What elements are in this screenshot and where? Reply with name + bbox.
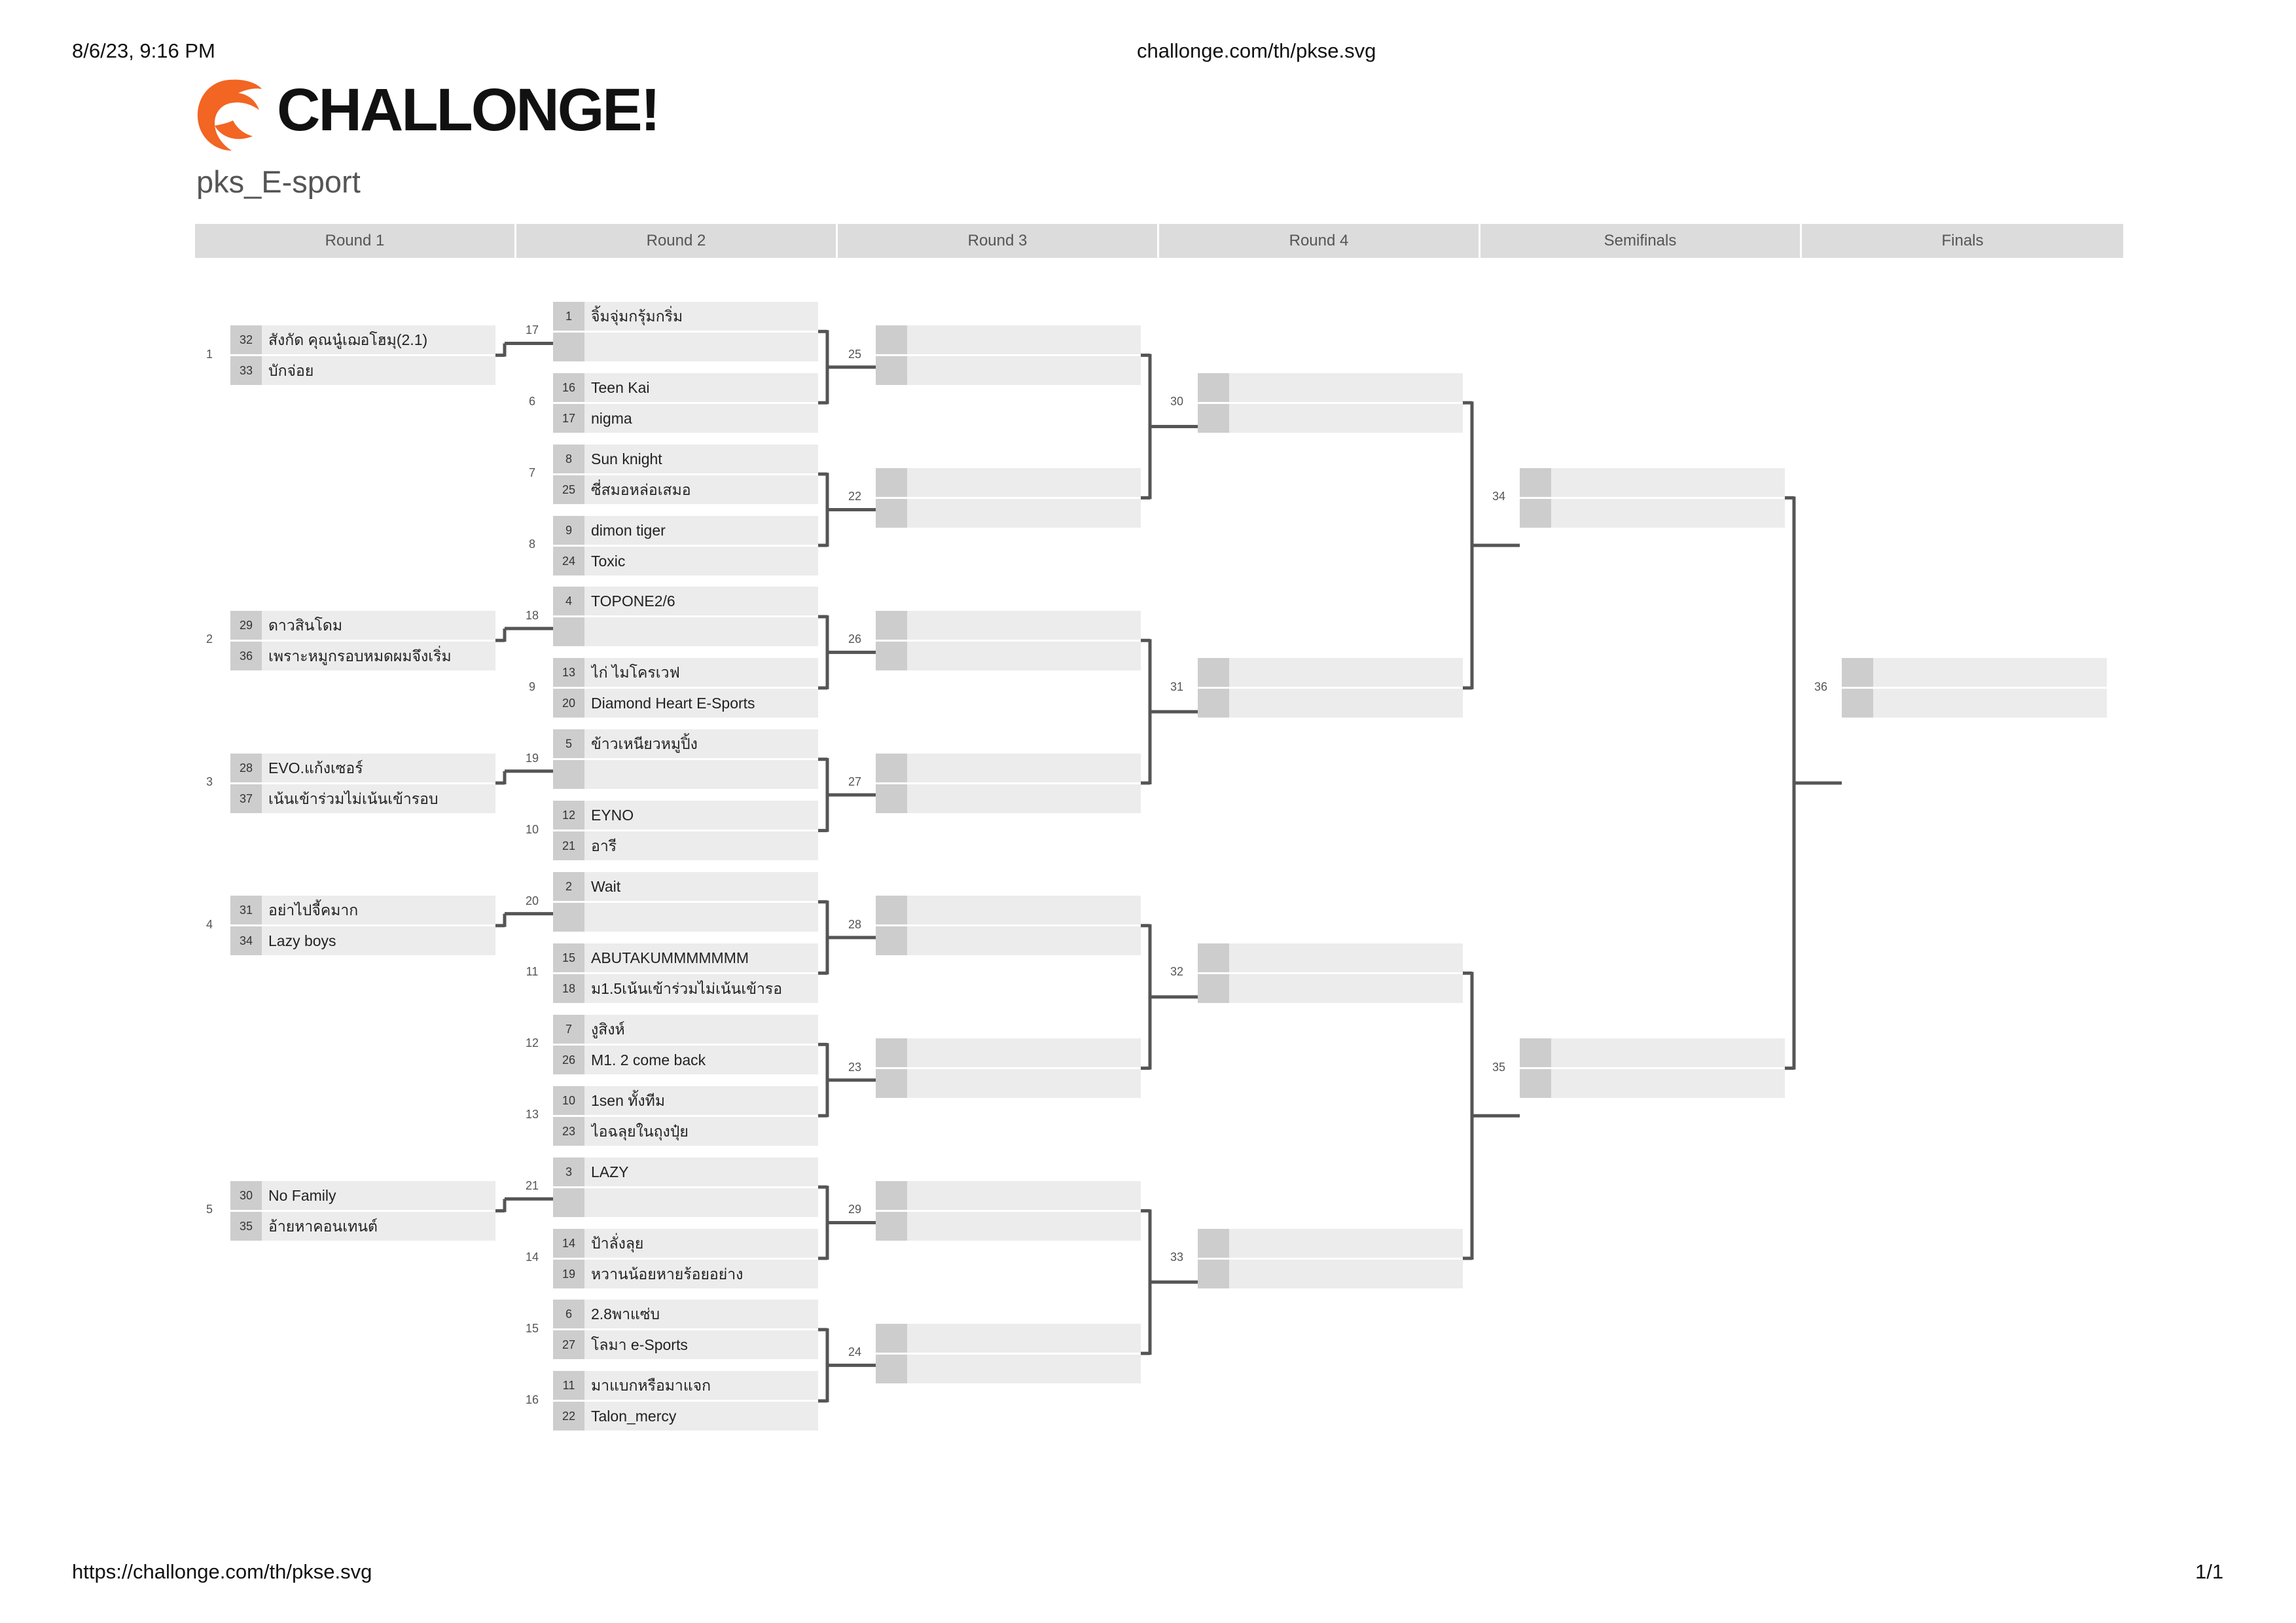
seed-number — [1198, 658, 1229, 687]
match-number: 24 — [848, 1345, 862, 1359]
seed-number — [1198, 404, 1229, 433]
match-number: 18 — [525, 608, 539, 622]
participant-name — [1236, 1260, 1458, 1288]
seed-number: 19 — [553, 1260, 584, 1288]
seed-number: 6 — [553, 1300, 584, 1328]
participant-name — [1236, 404, 1458, 433]
seed-number: 9 — [553, 516, 584, 545]
participant-name: ABUTAKUMMMMMMM — [591, 949, 749, 966]
participant-name: Wait — [591, 878, 621, 895]
participant-name: 1sen ทั้งทีม — [591, 1091, 665, 1109]
match-number: 10 — [525, 822, 539, 836]
match-number: 11 — [526, 965, 539, 979]
participant-slot[interactable] — [1520, 1069, 1785, 1098]
seed-number: 34 — [230, 926, 262, 955]
participant-slot[interactable] — [553, 1188, 818, 1217]
match-number: 28 — [848, 917, 862, 931]
seed-number: 2 — [553, 872, 584, 901]
participant-slot[interactable] — [230, 642, 495, 670]
seed-number — [1842, 689, 1873, 718]
seed-number: 11 — [553, 1371, 584, 1400]
participant-name — [1880, 658, 2102, 687]
participant-name — [914, 926, 1136, 955]
match-number: 4 — [206, 917, 213, 931]
participant-name — [1236, 943, 1458, 972]
participant-slot[interactable] — [230, 356, 495, 385]
match-number: 20 — [525, 894, 539, 907]
participant-slot[interactable] — [1198, 658, 1463, 687]
seed-number: 10 — [553, 1086, 584, 1115]
participant-name — [914, 642, 1136, 670]
participant-slot[interactable] — [230, 325, 495, 354]
seed-number — [1198, 943, 1229, 972]
seed-number: 16 — [553, 373, 584, 402]
match-number: 25 — [848, 347, 862, 361]
participant-slot[interactable] — [1198, 404, 1463, 433]
seed-number: 15 — [553, 943, 584, 972]
seed-number: 28 — [230, 754, 262, 782]
participant-name: เน้นเข้าร่วมไม่เน้นเข้ารอบ — [268, 790, 439, 807]
seed-number: 12 — [553, 801, 584, 830]
seed-number: 30 — [230, 1181, 262, 1210]
seed-number — [876, 896, 907, 924]
participant-slot[interactable] — [230, 754, 495, 782]
participant-slot[interactable] — [553, 729, 818, 758]
seed-number: 23 — [553, 1117, 584, 1146]
seed-number — [876, 784, 907, 813]
participant-name: อ้ายหาคอนเทนต์ — [268, 1217, 378, 1235]
match-number: 13 — [525, 1108, 539, 1122]
participant-slot[interactable] — [230, 784, 495, 813]
participant-name: dimon tiger — [591, 521, 666, 539]
seed-number: 32 — [230, 325, 262, 354]
participant-name — [591, 617, 814, 646]
seed-number — [553, 760, 584, 789]
match-number: 19 — [525, 751, 539, 765]
participant-slot[interactable] — [876, 1355, 1141, 1383]
participant-name — [1558, 1069, 1780, 1098]
participant-name: No Family — [268, 1186, 336, 1204]
participant-name — [1236, 689, 1458, 718]
participant-name — [1236, 1229, 1458, 1258]
match-number: 29 — [848, 1203, 862, 1216]
participant-slot[interactable] — [553, 903, 818, 932]
match-number: 17 — [525, 323, 539, 337]
participant-slot[interactable] — [553, 516, 818, 545]
round-header-finals: Finals — [1802, 224, 2123, 258]
participant-slot[interactable] — [230, 1212, 495, 1241]
participant-name: Diamond Heart E-Sports — [591, 695, 755, 712]
seed-number: 13 — [553, 658, 584, 687]
participant-name — [914, 784, 1136, 813]
participant-slot[interactable] — [553, 872, 818, 901]
seed-number — [553, 1188, 584, 1217]
participant-slot[interactable] — [1520, 468, 1785, 497]
seed-number — [876, 1324, 907, 1353]
seed-number — [1198, 974, 1229, 1003]
participant-name — [914, 468, 1136, 497]
participant-slot[interactable] — [1520, 1038, 1785, 1067]
seed-number — [876, 926, 907, 955]
match-number: 33 — [1170, 1250, 1184, 1264]
participant-name — [914, 356, 1136, 385]
match-number: 8 — [528, 538, 535, 551]
participant-slot[interactable] — [553, 974, 818, 1003]
participant-slot[interactable] — [876, 356, 1141, 385]
participant-name — [591, 1188, 814, 1217]
match-number: 3 — [206, 775, 213, 788]
participant-name: TOPONE2/6 — [591, 593, 675, 610]
seed-number: 35 — [230, 1212, 262, 1241]
participant-slot[interactable] — [1842, 689, 2107, 718]
participant-slot[interactable] — [876, 611, 1141, 640]
participant-name — [914, 1069, 1136, 1098]
participant-name: LAZY — [591, 1163, 629, 1180]
round-header-round-1: Round 1 — [195, 224, 516, 258]
challonge-logo-text[interactable]: CHALLONGE! — [277, 77, 659, 143]
match-number: 27 — [848, 775, 862, 788]
participant-slot[interactable] — [1198, 1229, 1463, 1258]
participant-slot[interactable] — [553, 1260, 818, 1288]
seed-number — [1198, 689, 1229, 718]
seed-number: 33 — [230, 356, 262, 385]
participant-name — [914, 611, 1136, 640]
participant-name — [1236, 373, 1458, 402]
participant-name — [591, 333, 814, 361]
seed-number: 21 — [553, 831, 584, 860]
participant-name: Talon_mercy — [591, 1408, 677, 1425]
participant-name: ซี่สมอหล่อเสมอ — [591, 481, 691, 498]
seed-number — [1520, 1038, 1551, 1067]
participant-slot[interactable] — [1198, 689, 1463, 718]
participant-name: Lazy boys — [268, 932, 336, 950]
participant-name — [914, 1181, 1136, 1210]
participant-slot[interactable] — [553, 943, 818, 972]
participant-slot[interactable] — [230, 896, 495, 924]
participant-name — [914, 1212, 1136, 1241]
match-number: 26 — [848, 632, 862, 646]
participant-name: ม1.5เน้นเข้าร่วมไม่เน้นเข้ารอ — [591, 979, 783, 997]
participant-slot[interactable] — [553, 658, 818, 687]
participant-slot[interactable] — [553, 1229, 818, 1258]
participant-name: จิ้มจุ่มกรุ้มกริ่ม — [591, 307, 683, 325]
participant-slot[interactable] — [876, 926, 1141, 955]
match-number: 12 — [525, 1036, 539, 1050]
participant-slot[interactable] — [876, 1212, 1141, 1241]
seed-number — [876, 1355, 907, 1383]
seed-number — [1842, 658, 1873, 687]
participant-name: 2.8พาแซ่บ — [591, 1305, 660, 1323]
seed-number — [1198, 1260, 1229, 1288]
seed-number — [876, 325, 907, 354]
participant-slot[interactable] — [1198, 974, 1463, 1003]
participant-name — [1236, 658, 1458, 687]
participant-slot[interactable] — [553, 801, 818, 830]
participant-name: มาแบกหรือมาแจก — [591, 1377, 711, 1395]
seed-number: 18 — [553, 974, 584, 1003]
participant-slot[interactable] — [1842, 658, 2107, 687]
match-number: 35 — [1492, 1060, 1506, 1074]
seed-number — [876, 1069, 907, 1098]
participant-name — [1558, 468, 1780, 497]
seed-number — [876, 1038, 907, 1067]
participant-name: ไอฉลุยในถุงปุ๋ย — [591, 1122, 689, 1140]
match-number: 34 — [1492, 490, 1506, 503]
seed-number — [553, 617, 584, 646]
participant-slot[interactable] — [876, 1038, 1141, 1067]
participant-slot[interactable] — [553, 689, 818, 718]
participant-name — [914, 499, 1136, 528]
participant-slot[interactable] — [230, 926, 495, 955]
match-number: 36 — [1814, 680, 1828, 693]
participant-name: สังกัด คุณนู๋เฌอโฮมุ(2.1) — [268, 331, 428, 349]
print-footer-url: https://challonge.com/th/pkse.svg — [72, 1560, 372, 1583]
participant-slot[interactable] — [553, 302, 818, 331]
match-number: 22 — [848, 490, 862, 503]
participant-slot[interactable] — [553, 547, 818, 575]
participant-slot[interactable] — [553, 475, 818, 504]
participant-name — [1236, 974, 1458, 1003]
print-page-count: 1/1 — [2195, 1560, 2224, 1583]
match-number: 2 — [206, 632, 213, 646]
seed-number — [876, 468, 907, 497]
seed-number — [1520, 468, 1551, 497]
participant-slot[interactable] — [553, 831, 818, 860]
match-number: 30 — [1170, 395, 1184, 409]
match-number: 21 — [525, 1179, 539, 1193]
participant-name — [914, 754, 1136, 782]
participant-name: เพราะหมูกรอบหมดผมจึงเริ่ม — [268, 647, 452, 665]
round-header-round-4: Round 4 — [1159, 224, 1480, 258]
participant-name: M1. 2 come back — [591, 1051, 706, 1068]
match-number: 1 — [206, 347, 213, 361]
participant-slot[interactable] — [553, 1046, 818, 1074]
participant-name: โลมา e-Sports — [591, 1336, 688, 1354]
participant-slot[interactable] — [876, 642, 1141, 670]
participant-slot[interactable] — [553, 333, 818, 361]
participant-slot[interactable] — [876, 499, 1141, 528]
participant-slot[interactable] — [553, 373, 818, 402]
seed-number — [553, 903, 584, 932]
seed-number — [876, 754, 907, 782]
seed-number — [876, 356, 907, 385]
seed-number — [876, 611, 907, 640]
seed-number — [876, 1212, 907, 1241]
seed-number: 26 — [553, 1046, 584, 1074]
participant-name — [914, 1355, 1136, 1383]
participant-name: หวานน้อยหายร้อยอย่าง — [591, 1265, 744, 1283]
participant-slot[interactable] — [876, 468, 1141, 497]
participant-name: อย่าไปจี้คมาก — [268, 902, 359, 919]
match-number: 15 — [525, 1321, 539, 1335]
seed-number: 22 — [553, 1402, 584, 1431]
seed-number: 4 — [553, 587, 584, 615]
participant-name: Teen Kai — [591, 378, 650, 396]
participant-name — [1558, 1038, 1780, 1067]
seed-number: 27 — [553, 1330, 584, 1359]
participant-name: EVO.แก้งเซอร์ — [268, 759, 363, 776]
participant-slot[interactable] — [553, 404, 818, 433]
participant-slot[interactable] — [876, 784, 1141, 813]
participant-slot[interactable] — [553, 587, 818, 615]
participant-slot[interactable] — [553, 1330, 818, 1359]
round-header-semifinals: Semifinals — [1480, 224, 1802, 258]
participant-slot[interactable] — [1198, 373, 1463, 402]
seed-number: 14 — [553, 1229, 584, 1258]
participant-slot[interactable] — [553, 760, 818, 789]
match-number: 32 — [1170, 965, 1184, 979]
participant-slot[interactable] — [876, 754, 1141, 782]
participant-slot[interactable] — [876, 1324, 1141, 1353]
seed-number: 3 — [553, 1158, 584, 1186]
seed-number: 7 — [553, 1015, 584, 1044]
participant-slot[interactable] — [230, 1181, 495, 1210]
participant-name — [1558, 499, 1780, 528]
participant-name: ไก่ ไมโครเวฟ — [591, 664, 680, 682]
seed-number: 8 — [553, 445, 584, 473]
participant-name: Toxic — [591, 552, 626, 570]
print-page-url: challonge.com/th/pkse.svg — [1137, 39, 1376, 62]
participant-slot[interactable] — [553, 445, 818, 473]
seed-number — [876, 499, 907, 528]
participant-slot[interactable] — [553, 1117, 818, 1146]
match-number: 23 — [848, 1060, 862, 1074]
participant-name — [914, 896, 1136, 924]
participant-slot[interactable] — [1520, 499, 1785, 528]
participant-name: ป้าลั่งลุย — [591, 1234, 644, 1252]
seed-number: 36 — [230, 642, 262, 670]
participant-slot[interactable] — [876, 325, 1141, 354]
seed-number: 31 — [230, 896, 262, 924]
seed-number: 37 — [230, 784, 262, 813]
participant-slot[interactable] — [230, 611, 495, 640]
seed-number: 24 — [553, 547, 584, 575]
participant-slot[interactable] — [553, 1158, 818, 1186]
match-number: 14 — [525, 1250, 539, 1264]
participant-name: งูสิงห์ — [591, 1020, 625, 1038]
match-number: 9 — [528, 680, 535, 693]
participant-name: ข้าวเหนียวหมูปิ้ง — [591, 735, 698, 753]
participant-name: อารี — [591, 837, 617, 855]
print-datetime: 8/6/23, 9:16 PM — [72, 39, 215, 62]
seed-number — [1198, 373, 1229, 402]
seed-number: 29 — [230, 611, 262, 640]
match-number: 16 — [525, 1393, 539, 1406]
participant-name — [591, 903, 814, 932]
participant-slot[interactable] — [553, 1015, 818, 1044]
seed-number: 5 — [553, 729, 584, 758]
participant-slot[interactable] — [553, 1300, 818, 1328]
participant-slot[interactable] — [876, 1181, 1141, 1210]
participant-name: Sun knight — [591, 450, 662, 467]
seed-number: 17 — [553, 404, 584, 433]
participant-name — [914, 325, 1136, 354]
participant-name — [914, 1324, 1136, 1353]
round-header-round-2: Round 2 — [516, 224, 838, 258]
seed-number — [1198, 1229, 1229, 1258]
participant-slot[interactable] — [553, 1086, 818, 1115]
match-number: 5 — [206, 1203, 213, 1216]
tournament-title: pks_E-sport — [196, 164, 361, 199]
seed-number — [553, 333, 584, 361]
participant-slot[interactable] — [876, 1069, 1141, 1098]
seed-number — [876, 1181, 907, 1210]
match-number: 6 — [528, 395, 535, 409]
participant-slot[interactable] — [553, 617, 818, 646]
participant-name: nigma — [591, 409, 632, 427]
participant-slot[interactable] — [1198, 943, 1463, 972]
seed-number: 20 — [553, 689, 584, 718]
participant-slot[interactable] — [553, 1371, 818, 1400]
match-number: 31 — [1170, 680, 1184, 693]
participant-name: EYNO — [591, 807, 634, 824]
participant-slot[interactable] — [1198, 1260, 1463, 1288]
participant-name — [591, 760, 814, 789]
seed-number — [1520, 499, 1551, 528]
participant-slot[interactable] — [553, 1402, 818, 1431]
seed-number — [876, 642, 907, 670]
participant-name: บักจ่อย — [268, 362, 314, 380]
match-number: 7 — [528, 466, 535, 480]
participant-name: ดาวสินโดม — [268, 616, 342, 634]
seed-number — [1520, 1069, 1551, 1098]
round-header-round-3: Round 3 — [838, 224, 1159, 258]
participant-name — [914, 1038, 1136, 1067]
seed-number: 1 — [553, 302, 584, 331]
participant-slot[interactable] — [876, 896, 1141, 924]
seed-number: 25 — [553, 475, 584, 504]
participant-name — [1880, 689, 2102, 718]
